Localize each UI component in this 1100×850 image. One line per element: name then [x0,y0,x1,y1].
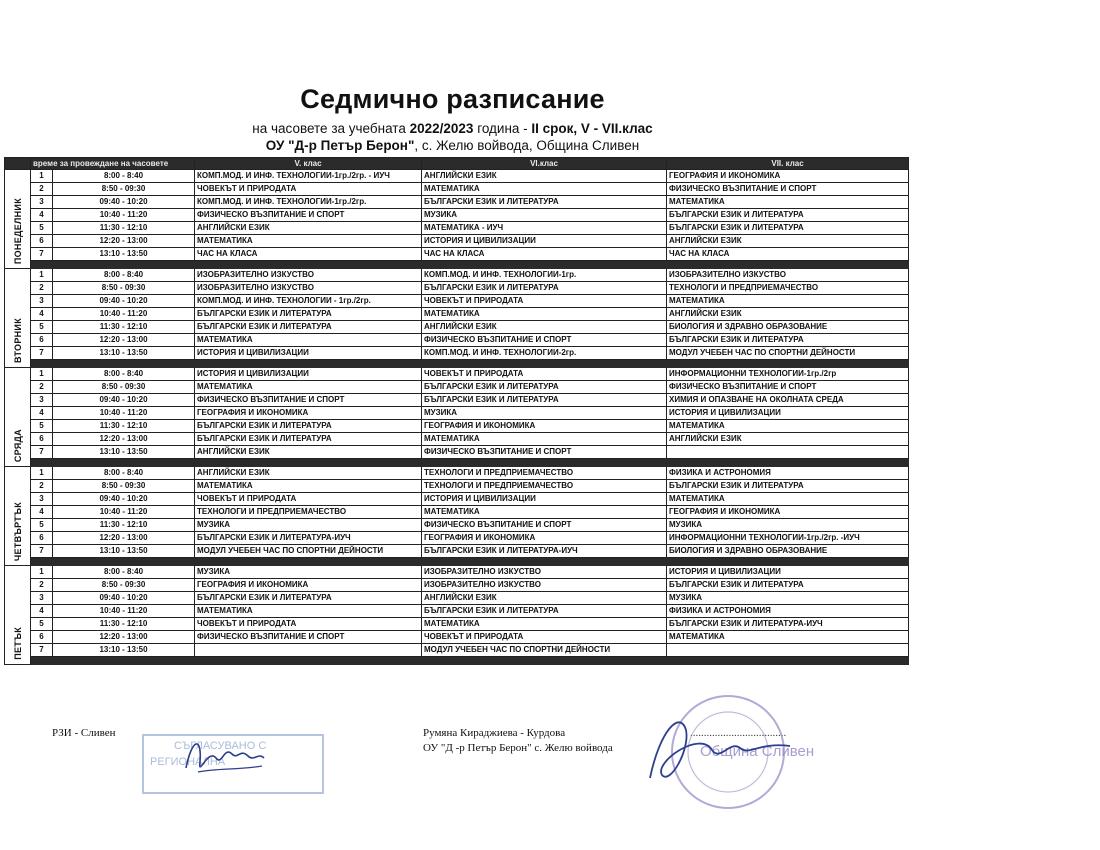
table-row [5,605,909,618]
subject-class-6: ИСТОРИЯ И ЦИВИЛИЗАЦИИ [422,235,667,248]
table-row [5,334,909,347]
subject-class-7: ИНФОРМАЦИОННИ ТЕХНОЛОГИИ-1гр./2гр [667,368,909,381]
period-time: 8:00 - 8:40 [53,368,195,381]
period-number: 1 [31,269,53,282]
subject-class-5: ТЕХНОЛОГИ И ПРЕДПРИЕМАЧЕСТВО [195,506,422,519]
period-time: 12:20 - 13:00 [53,334,195,347]
subject-class-5: БЪЛГАРСКИ ЕЗИК И ЛИТЕРАТУРА [195,321,422,334]
subject-class-6: ФИЗИЧЕСКО ВЪЗПИТАНИЕ И СПОРТ [422,334,667,347]
subject-class-7: БЪЛГАРСКИ ЕЗИК И ЛИТЕРАТУРА [667,209,909,222]
subject-class-7: МАТЕМАТИКА [667,295,909,308]
period-time: 12:20 - 13:00 [53,235,195,248]
subject-class-5: ИСТОРИЯ И ЦИВИЛИЗАЦИИ [195,368,422,381]
period-number: 4 [31,605,53,618]
period-time: 8:00 - 8:40 [53,269,195,282]
subject-class-5: БЪЛГАРСКИ ЕЗИК И ЛИТЕРАТУРА [195,420,422,433]
period-number: 2 [31,579,53,592]
period-time: 8:50 - 09:30 [53,282,195,295]
subject-class-7: АНГЛИЙСКИ ЕЗИК [667,308,909,321]
period-number: 2 [31,282,53,295]
subject-class-7: ЧАС НА КЛАСА [667,248,909,261]
subtitle-term: II срок, V - VII.клас [531,121,653,136]
header-class-6: VI.клас [422,158,667,170]
table-row [5,631,909,644]
period-time: 13:10 - 13:50 [53,248,195,261]
period-time: 12:20 - 13:00 [53,532,195,545]
subject-class-6: БЪЛГАРСКИ ЕЗИК И ЛИТЕРАТУРА [422,282,667,295]
subject-class-7: БЪЛГАРСКИ ЕЗИК И ЛИТЕРАТУРА [667,480,909,493]
period-number: 6 [31,334,53,347]
subject-class-7: ИСТОРИЯ И ЦИВИЛИЗАЦИИ [667,407,909,420]
period-time: 09:40 - 10:20 [53,493,195,506]
subject-class-5: ЧОВЕКЪТ И ПРИРОДАТА [195,618,422,631]
separator-bar [31,657,909,665]
subject-class-7: ФИЗИЧЕСКО ВЪЗПИТАНИЕ И СПОРТ [667,183,909,196]
subject-class-7: МУЗИКА [667,519,909,532]
subject-class-6: ГЕОГРАФИЯ И ИКОНОМИКА [422,420,667,433]
period-time: 13:10 - 13:50 [53,347,195,360]
subject-class-6: ИЗОБРАЗИТЕЛНО ИЗКУСТВО [422,579,667,592]
separator-bar [31,558,909,566]
subject-class-6: МУЗИКА [422,209,667,222]
subject-class-7 [667,446,909,459]
rzi-stamp-line-2: РЕГИОНАЛНА [150,756,226,768]
subject-class-6: ЧОВЕКЪТ И ПРИРОДАТА [422,631,667,644]
table-row [5,183,909,196]
table-row [5,308,909,321]
subject-class-7: ХИМИЯ И ОПАЗВАНЕ НА ОКОЛНАТА СРЕДА [667,394,909,407]
subject-class-7: ФИЗИКА И АСТРОНОМИЯ [667,605,909,618]
subject-class-6: МАТЕМАТИКА [422,433,667,446]
subject-class-5: БЪЛГАРСКИ ЕЗИК И ЛИТЕРАТУРА [195,308,422,321]
subject-class-5: ИЗОБРАЗИТЕЛНО ИЗКУСТВО [195,282,422,295]
period-time: 13:10 - 13:50 [53,446,195,459]
subject-class-5: ФИЗИЧЕСКО ВЪЗПИТАНИЕ И СПОРТ [195,631,422,644]
period-time: 12:20 - 13:00 [53,631,195,644]
subject-class-6: ФИЗИЧЕСКО ВЪЗПИТАНИЕ И СПОРТ [422,519,667,532]
period-time: 8:50 - 09:30 [53,183,195,196]
period-number: 6 [31,433,53,446]
period-number: 6 [31,235,53,248]
subject-class-7: БИОЛОГИЯ И ЗДРАВНО ОБРАЗОВАНИЕ [667,321,909,334]
subject-class-7: АНГЛИЙСКИ ЕЗИК [667,235,909,248]
subject-class-5: ИСТОРИЯ И ЦИВИЛИЗАЦИИ [195,347,422,360]
day-name: ВТОРНИК [12,318,23,363]
subject-class-7: МОДУЛ УЧЕБЕН ЧАС ПО СПОРТНИ ДЕЙНОСТИ [667,347,909,360]
day-label-cell [5,467,31,566]
subject-class-6: ТЕХНОЛОГИ И ПРЕДПРИЕМАЧЕСТВО [422,467,667,480]
subject-class-7: БЪЛГАРСКИ ЕЗИК И ЛИТЕРАТУРА [667,579,909,592]
day-label-cell [5,269,31,368]
period-time: 8:50 - 09:30 [53,579,195,592]
subject-class-6: ТЕХНОЛОГИ И ПРЕДПРИЕМАЧЕСТВО [422,480,667,493]
table-row [5,381,909,394]
subject-class-5: ЧАС НА КЛАСА [195,248,422,261]
period-number: 5 [31,618,53,631]
subject-class-6: БЪЛГАРСКИ ЕЗИК И ЛИТЕРАТУРА [422,196,667,209]
period-number: 3 [31,394,53,407]
period-time: 11:30 - 12:10 [53,321,195,334]
subject-class-5: КОМП.МОД. И ИНФ. ТЕХНОЛОГИИ-1гр./2гр. - ИУЧ [195,170,422,183]
table-row [5,506,909,519]
table-row [5,394,909,407]
subject-class-5: ЧОВЕКЪТ И ПРИРОДАТА [195,183,422,196]
period-time: 09:40 - 10:20 [53,592,195,605]
table-row [5,248,909,261]
subject-class-5: МУЗИКА [195,519,422,532]
subject-class-6: ЧОВЕКЪТ И ПРИРОДАТА [422,295,667,308]
period-number: 7 [31,446,53,459]
signature-line: ................................... [690,727,787,739]
school-line [0,138,905,153]
period-time: 10:40 - 11:20 [53,209,195,222]
period-number: 5 [31,321,53,334]
subject-class-5: МОДУЛ УЧЕБЕН ЧАС ПО СПОРТНИ ДЕЙНОСТИ [195,545,422,558]
subject-class-6: ЧОВЕКЪТ И ПРИРОДАТА [422,368,667,381]
period-number: 3 [31,493,53,506]
period-number: 1 [31,170,53,183]
subject-class-5: АНГЛИЙСКИ ЕЗИК [195,467,422,480]
period-number: 4 [31,308,53,321]
subject-class-6: МАТЕМАТИКА [422,506,667,519]
period-time: 13:10 - 13:50 [53,644,195,657]
day-name: ЧЕТВЪРТЪК [12,501,23,561]
table-row [5,321,909,334]
table-row [5,196,909,209]
subject-class-5: ФИЗИЧЕСКО ВЪЗПИТАНИЕ И СПОРТ [195,394,422,407]
subtitle-mid: година - [473,121,532,136]
table-row [5,235,909,248]
period-time: 8:50 - 09:30 [53,381,195,394]
period-number: 4 [31,209,53,222]
subject-class-6: ФИЗИЧЕСКО ВЪЗПИТАНИЕ И СПОРТ [422,446,667,459]
table-row [5,282,909,295]
subject-class-6: БЪЛГАРСКИ ЕЗИК И ЛИТЕРАТУРА [422,605,667,618]
school-name: ОУ "Д-р Петър Берон" [265,138,415,153]
subject-class-5: МАТЕМАТИКА [195,381,422,394]
period-number: 1 [31,566,53,579]
subject-class-6: АНГЛИЙСКИ ЕЗИК [422,170,667,183]
left-signature [178,728,268,788]
subject-class-7: ИНФОРМАЦИОННИ ТЕХНОЛОГИИ-1гр./2гр. -ИУЧ [667,532,909,545]
subject-class-6: АНГЛИЙСКИ ЕЗИК [422,321,667,334]
subject-class-5: МАТЕМАТИКА [195,480,422,493]
period-number: 3 [31,295,53,308]
subject-class-7: МУЗИКА [667,592,909,605]
subject-class-5: МУЗИКА [195,566,422,579]
subject-class-5: ЧОВЕКЪТ И ПРИРОДАТА [195,493,422,506]
table-row [5,420,909,433]
period-number: 7 [31,545,53,558]
table-row [5,347,909,360]
subject-class-7 [667,644,909,657]
subject-class-6: ГЕОГРАФИЯ И ИКОНОМИКА [422,532,667,545]
subject-class-5: ГЕОГРАФИЯ И ИКОНОМИКА [195,579,422,592]
period-number: 3 [31,196,53,209]
seal-text: Община Сливен [700,743,815,760]
header-class-5: V. клас [195,158,422,170]
day-separator [5,558,909,566]
subject-class-5: АНГЛИЙСКИ ЕЗИК [195,446,422,459]
subject-class-7: ГЕОГРАФИЯ И ИКОНОМИКА [667,506,909,519]
weekly-schedule-table [4,157,909,665]
day-separator [5,657,909,665]
footer-left-org: РЗИ - Сливен [52,727,116,739]
period-number: 6 [31,631,53,644]
subject-class-7: АНГЛИЙСКИ ЕЗИК [667,433,909,446]
table-row [5,209,909,222]
period-time: 13:10 - 13:50 [53,545,195,558]
subject-class-7: МАТЕМАТИКА [667,196,909,209]
period-number: 2 [31,480,53,493]
table-row [5,269,909,282]
subtitle-pre: на часовете за учебната [252,121,410,136]
day-label-cell [5,566,31,665]
period-time: 12:20 - 13:00 [53,433,195,446]
table-row [5,493,909,506]
period-number: 2 [31,183,53,196]
subject-class-5: ГЕОГРАФИЯ И ИКОНОМИКА [195,407,422,420]
subtitle-line [0,121,905,136]
period-time: 8:00 - 8:40 [53,467,195,480]
footer-right-school: ОУ "Д -р Петър Берон" с. Желю войвода [423,742,613,754]
subject-class-6: КОМП.МОД. И ИНФ. ТЕХНОЛОГИИ-1гр. [422,269,667,282]
subject-class-5: МАТЕМАТИКА [195,235,422,248]
header-class-7: VII. клас [667,158,909,170]
period-number: 5 [31,519,53,532]
table-row [5,467,909,480]
period-number: 1 [31,368,53,381]
footer-right-name: Румяна Кираджиева - Курдова [423,727,566,739]
period-number: 7 [31,644,53,657]
day-name: СРЯДА [12,428,23,462]
subject-class-6: МОДУЛ УЧЕБЕН ЧАС ПО СПОРТНИ ДЕЙНОСТИ [422,644,667,657]
period-number: 4 [31,407,53,420]
table-row [5,519,909,532]
table-row [5,407,909,420]
school-location: , с. Желю войвода, Община Сливен [414,138,640,153]
subject-class-7: ФИЗИЧЕСКО ВЪЗПИТАНИЕ И СПОРТ [667,381,909,394]
period-number: 2 [31,381,53,394]
period-time: 11:30 - 12:10 [53,618,195,631]
table-row [5,618,909,631]
day-name: ПЕТЪК [12,627,23,660]
school-round-seal [640,690,815,820]
period-time: 09:40 - 10:20 [53,196,195,209]
table-row [5,579,909,592]
subject-class-7: БЪЛГАРСКИ ЕЗИК И ЛИТЕРАТУРА-ИУЧ [667,618,909,631]
subject-class-7: МАТЕМАТИКА [667,420,909,433]
subject-class-7: ИСТОРИЯ И ЦИВИЛИЗАЦИИ [667,566,909,579]
subject-class-5: ФИЗИЧЕСКО ВЪЗПИТАНИЕ И СПОРТ [195,209,422,222]
schedule-body [5,170,909,665]
period-time: 11:30 - 12:10 [53,420,195,433]
subject-class-5: КОМП.МОД. И ИНФ. ТЕХНОЛОГИИ - 1гр./2гр. [195,295,422,308]
subject-class-7: МАТЕМАТИКА [667,631,909,644]
subject-class-5: ИЗОБРАЗИТЕЛНО ИЗКУСТВО [195,269,422,282]
period-number: 7 [31,248,53,261]
period-time: 10:40 - 11:20 [53,308,195,321]
table-row [5,566,909,579]
table-row [5,592,909,605]
table-row [5,368,909,381]
subject-class-6: БЪЛГАРСКИ ЕЗИК И ЛИТЕРАТУРА [422,394,667,407]
table-row [5,480,909,493]
subject-class-5: БЪЛГАРСКИ ЕЗИК И ЛИТЕРАТУРА-ИУЧ [195,532,422,545]
subject-class-5 [195,644,422,657]
subject-class-5: БЪЛГАРСКИ ЕЗИК И ЛИТЕРАТУРА [195,433,422,446]
subject-class-7: ГЕОГРАФИЯ И ИКОНОМИКА [667,170,909,183]
subject-class-5: АНГЛИЙСКИ ЕЗИК [195,222,422,235]
subtitle-year: 2022/2023 [409,121,474,136]
separator-bar [31,360,909,368]
subject-class-6: ИСТОРИЯ И ЦИВИЛИЗАЦИИ [422,493,667,506]
day-separator [5,360,909,368]
period-time: 8:00 - 8:40 [53,566,195,579]
subject-class-5: МАТЕМАТИКА [195,605,422,618]
subject-class-6: МАТЕМАТИКА [422,308,667,321]
subject-class-5: БЪЛГАРСКИ ЕЗИК И ЛИТЕРАТУРА [195,592,422,605]
period-time: 09:40 - 10:20 [53,295,195,308]
day-name: ПОНЕДЕЛНИК [12,197,23,264]
period-time: 11:30 - 12:10 [53,519,195,532]
table-row [5,644,909,657]
separator-bar [31,459,909,467]
table-row [5,446,909,459]
separator-bar [31,261,909,269]
header-day-cell [5,158,31,170]
subject-class-7: БИОЛОГИЯ И ЗДРАВНО ОБРАЗОВАНИЕ [667,545,909,558]
period-number: 6 [31,532,53,545]
period-number: 3 [31,592,53,605]
table-row [5,170,909,183]
day-separator [5,459,909,467]
period-number: 4 [31,506,53,519]
subject-class-6: БЪЛГАРСКИ ЕЗИК И ЛИТЕРАТУРА [422,381,667,394]
period-time: 8:50 - 09:30 [53,480,195,493]
period-time: 10:40 - 11:20 [53,407,195,420]
subject-class-7: БЪЛГАРСКИ ЕЗИК И ЛИТЕРАТУРА [667,222,909,235]
subject-class-7: ТЕХНОЛОГИ И ПРЕДПРИЕМАЧЕСТВО [667,282,909,295]
subject-class-7: ФИЗИКА И АСТРОНОМИЯ [667,467,909,480]
subject-class-7: БЪЛГАРСКИ ЕЗИК И ЛИТЕРАТУРА [667,334,909,347]
period-number: 7 [31,347,53,360]
table-header-row [5,158,909,170]
subject-class-6: КОМП.МОД. И ИНФ. ТЕХНОЛОГИИ-2гр. [422,347,667,360]
period-time: 10:40 - 11:20 [53,605,195,618]
day-label-cell [5,170,31,269]
day-label-cell [5,368,31,467]
subject-class-7: ИЗОБРАЗИТЕЛНО ИЗКУСТВО [667,269,909,282]
period-number: 5 [31,420,53,433]
table-row [5,433,909,446]
page-title: Седмично разписание [300,84,605,114]
subject-class-6: МУЗИКА [422,407,667,420]
subject-class-6: ИЗОБРАЗИТЕЛНО ИЗКУСТВО [422,566,667,579]
period-time: 8:00 - 8:40 [53,170,195,183]
period-time: 11:30 - 12:10 [53,222,195,235]
subject-class-6: МАТЕМАТИКА [422,618,667,631]
subject-class-6: ЧАС НА КЛАСА [422,248,667,261]
subject-class-6: БЪЛГАРСКИ ЕЗИК И ЛИТЕРАТУРА-ИУЧ [422,545,667,558]
table-row [5,532,909,545]
subject-class-5: МАТЕМАТИКА [195,334,422,347]
period-time: 10:40 - 11:20 [53,506,195,519]
table-row [5,295,909,308]
table-row [5,545,909,558]
rzi-stamp-line-1: СЪГЛАСУВАНО С [174,740,267,752]
subject-class-6: МАТЕМАТИКА - ИУЧ [422,222,667,235]
table-row [5,222,909,235]
day-separator [5,261,909,269]
period-time: 09:40 - 10:20 [53,394,195,407]
period-number: 5 [31,222,53,235]
header-time: време за провеждане на часовете [31,158,195,170]
subject-class-6: АНГЛИЙСКИ ЕЗИК [422,592,667,605]
subject-class-5: КОМП.МОД. И ИНФ. ТЕХНОЛОГИИ-1гр./2гр. [195,196,422,209]
subject-class-6: МАТЕМАТИКА [422,183,667,196]
period-number: 1 [31,467,53,480]
subject-class-7: МАТЕМАТИКА [667,493,909,506]
